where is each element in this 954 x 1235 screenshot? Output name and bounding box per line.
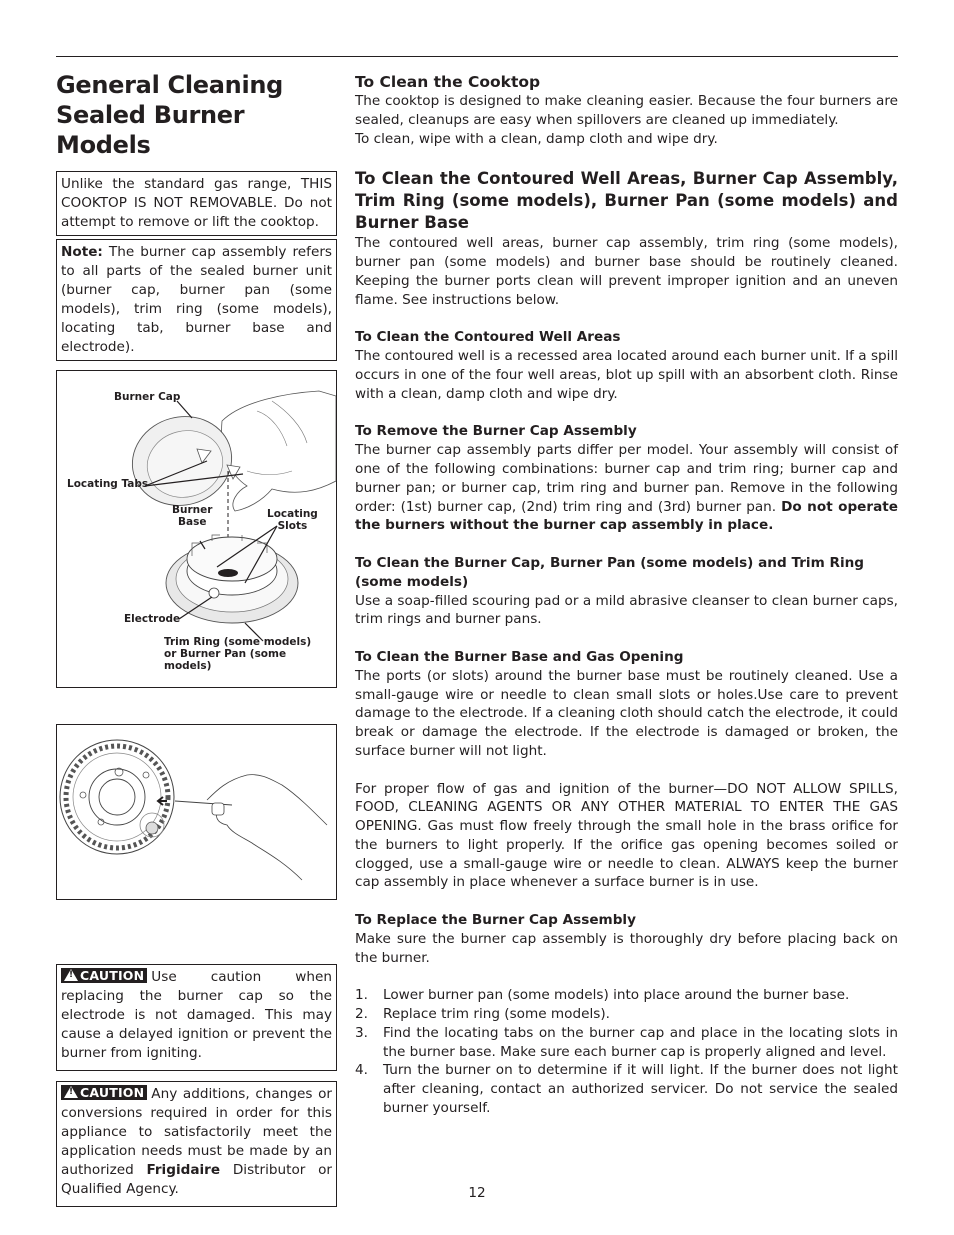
burner-assembly-figure bbox=[56, 370, 337, 688]
cleaning-burner-base-figure bbox=[56, 724, 337, 900]
list-item bbox=[355, 1061, 898, 1117]
cooktop-paragraph-1: The cooktop is designed to make cleaning easier. Because the four burners are sealed, cleanups are easy when spillovers are cleaned up immediately. bbox=[355, 93, 898, 128]
heading-clean-contoured-assembly: To Clean the Contoured Well Areas, Burner Cap Assembly, Trim Ring (some models), Burner Pan (some models) and Burner Base bbox=[355, 169, 898, 233]
right-column bbox=[355, 72, 898, 1118]
step-number: 3. bbox=[355, 1024, 368, 1041]
page-number: 12 bbox=[468, 1185, 486, 1201]
title-line-2: Sealed Burner Models bbox=[56, 101, 245, 159]
brand-name: Frigidaire bbox=[146, 1162, 221, 1178]
heading-remove-cap-assembly: To Remove the Burner Cap Assembly bbox=[355, 423, 637, 440]
caution-badge-label: CAUTION bbox=[80, 1085, 145, 1100]
label-burner-base-line2: Base bbox=[177, 516, 207, 528]
well-areas-paragraph: The contoured well is a recessed area located around each burner unit. If a spill occurs in one of the four well areas, blot up spill with an absorbent cloth. Rinse with a clean, damp cloth and wipe dry. bbox=[355, 348, 898, 402]
contoured-paragraph: The contoured well areas, burner cap assembly, trim ring (some models), burner pan (some models) and burner base should be routinely cleaned. Keeping the burner ports clean will prevent improper ignition and an uneven flame. See instructions below. bbox=[355, 235, 898, 308]
base-gas-paragraph-1: The ports (or slots) around the burner base must be routinely cleaned. Use a small-gauge wire or needle to clean small slots or holes.Use care to prevent damage to the electrode. If a cleaning cloth should catch the electrode, it could break or damage the electrode. If the electrode is damaged or broken, the surface burner will not light. bbox=[355, 667, 898, 759]
label-locating-tabs: Locating Tabs bbox=[67, 478, 149, 490]
note-label: Note: bbox=[61, 244, 103, 260]
caution-box-electrode bbox=[56, 964, 337, 1071]
caution-text-after: Distributor or Qualified Agency. bbox=[61, 1162, 332, 1197]
label-electrode: Electrode bbox=[124, 613, 181, 625]
heading-clean-cooktop: To Clean the Cooktop bbox=[355, 73, 541, 91]
heading-clean-cap-pan-ring: To Clean the Burner Cap, Burner Pan (some models) and Trim Ring (some models) bbox=[355, 554, 865, 590]
list-item bbox=[355, 986, 898, 1005]
label-trim-ring-line2: or Burner Pan (some models) bbox=[164, 648, 287, 672]
notice-box: Unlike the standard gas range, THIS COOKTOP IS NOT REMOVABLE. Do not attempt to remove or lift the cooktop. bbox=[56, 171, 337, 236]
top-rule bbox=[56, 56, 898, 57]
caution-badge bbox=[61, 1085, 147, 1100]
base-gas-paragraph-2: For proper flow of gas and ignition of the burner—DO NOT ALLOW SPILLS, FOOD, CLEANING AGENTS OR ANY OTHER MATERIAL TO ENTER THE GAS OPENING. Gas must flow freely through the small hole in the brass orifice for the burners to light properly. If the orifice gas opening becomes soiled or clogged, use a small-gauge wire or needle to clean. ALWAYS keep the burner cap assembly in place whenever a surface burner is in use. bbox=[355, 780, 898, 891]
step-text: Find the locating tabs on the burner cap and place in the locating slots in the burner base. Make sure each burner cap is properly aligned and level. bbox=[383, 1024, 898, 1060]
caution-text-before: Any additions, changes or conversions required in order for this appliance to satisfactorily meet the application needs must be made by an authorized bbox=[61, 1086, 332, 1178]
heading-replace-cap-assembly: To Replace the Burner Cap Assembly bbox=[355, 912, 636, 929]
step-number: 1. bbox=[355, 987, 368, 1004]
replace-steps-list bbox=[355, 986, 898, 1118]
title-line-1: General Cleaning bbox=[56, 71, 284, 99]
needle-cleaning-illustration bbox=[57, 725, 336, 899]
label-trim-ring bbox=[164, 636, 336, 672]
step-number: 4. bbox=[355, 1062, 368, 1079]
caution-badge-label: CAUTION bbox=[80, 968, 145, 983]
replace-paragraph: Make sure the burner cap assembly is thoroughly dry before placing back on the burner. bbox=[355, 930, 898, 966]
label-burner-base bbox=[172, 504, 212, 528]
note-box bbox=[56, 239, 337, 361]
warning-triangle-icon: ! bbox=[64, 1086, 78, 1098]
note-text: The burner cap assembly refers to all parts of the sealed burner unit (burner cap, burner pan (some models), trim ring (some models), locating tab, burner base and electrode). bbox=[61, 244, 332, 355]
label-burner-base-line1: Burner bbox=[172, 504, 213, 516]
label-locating-slots bbox=[267, 508, 318, 532]
step-text: Replace trim ring (some models). bbox=[383, 1006, 610, 1023]
label-locating-slots-line1: Locating bbox=[267, 508, 318, 520]
step-text: Lower burner pan (some models) into place around the burner base. bbox=[383, 987, 850, 1004]
label-burner-cap: Burner Cap bbox=[114, 391, 181, 403]
step-number: 2. bbox=[355, 1006, 368, 1023]
caution-text: Use caution when replacing the burner cap so the electrode is not damaged. This may cause a delayed ignition or prevent the burner from igniting. bbox=[61, 969, 332, 1061]
left-column bbox=[56, 70, 337, 1207]
warning-triangle-icon: ! bbox=[64, 969, 78, 981]
page-title bbox=[56, 70, 337, 160]
clean-cap-paragraph: Use a soap-filled scouring pad or a mild abrasive cleanser to clean burner caps, trim rings and burner pans. bbox=[355, 592, 898, 628]
list-item bbox=[355, 1024, 898, 1062]
label-locating-slots-line2: Slots bbox=[277, 520, 308, 532]
heading-clean-base-gas: To Clean the Burner Base and Gas Opening bbox=[355, 648, 684, 665]
label-trim-ring-line1: Trim Ring (some models) bbox=[164, 636, 312, 648]
list-item bbox=[355, 1005, 898, 1024]
heading-clean-well-areas: To Clean the Contoured Well Areas bbox=[355, 329, 621, 346]
caution-badge bbox=[61, 968, 147, 983]
remove-warning: Do not operate the burners without the burner cap assembly in place. bbox=[355, 498, 898, 534]
remove-text: The burner cap assembly parts differ per model. Your assembly will consist of one of the following combinations: burner cap and trim ring; burner cap and burner pan; or burner cap, trim ring and burner pan. Remove in the following order: (1st) burner cap, (2nd) trim ring and (3rd) burner pan. bbox=[355, 442, 898, 515]
step-text: Turn the burner on to determine if it will light. If the burner does not light after cleaning, contact an authorized servicer. Do not service the sealed burner yourself. bbox=[383, 1062, 898, 1117]
cooktop-paragraph-2: To clean, wipe with a clean, damp cloth and wipe dry. bbox=[355, 130, 718, 147]
remove-paragraph bbox=[355, 441, 898, 535]
